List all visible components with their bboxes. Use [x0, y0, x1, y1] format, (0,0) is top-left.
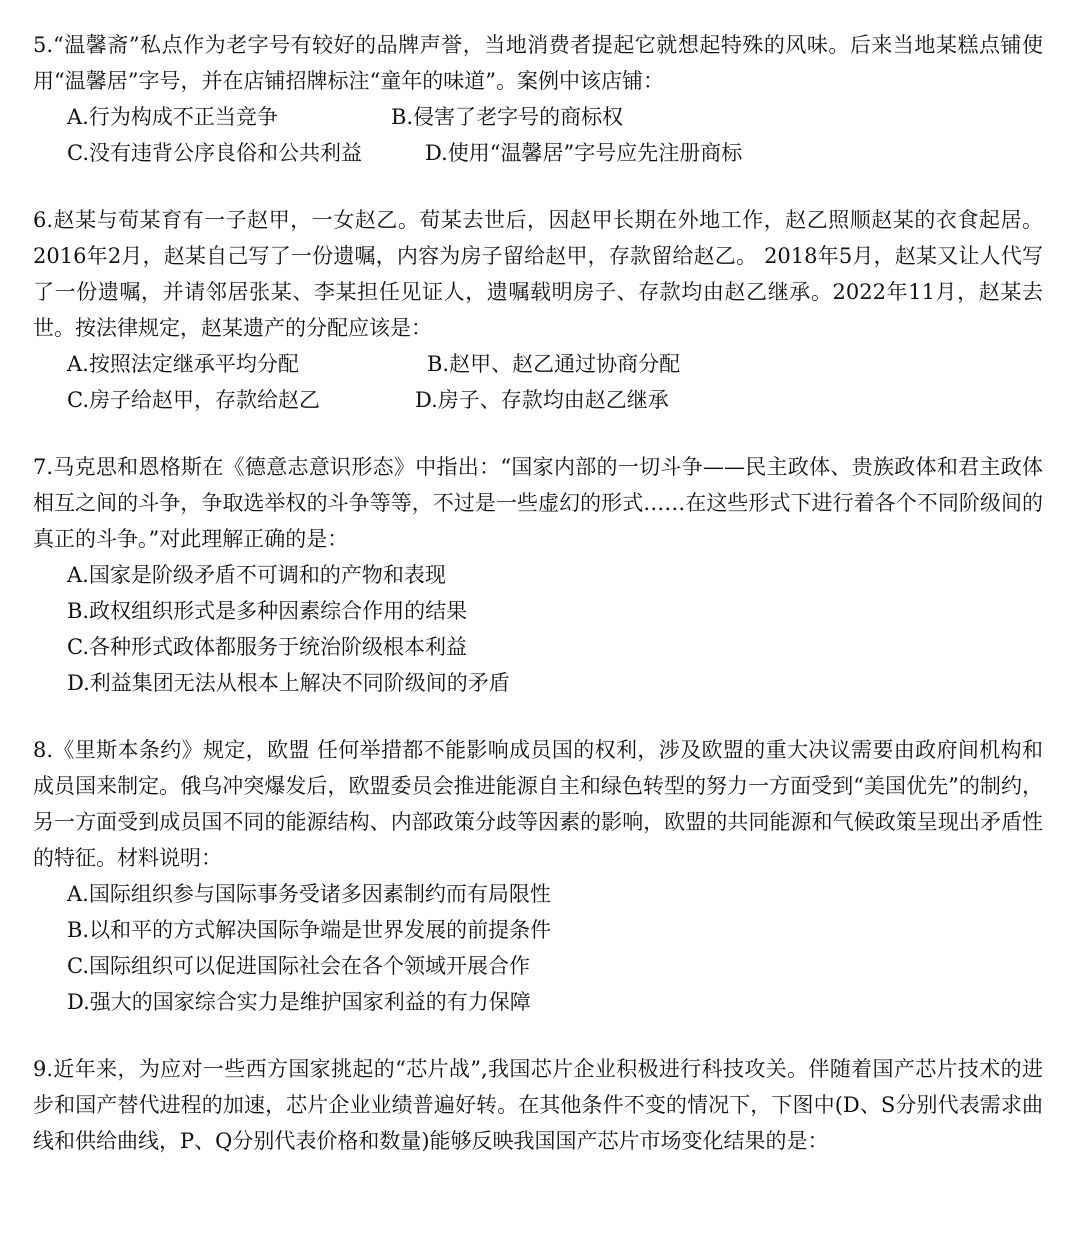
question-stem: 8.《里斯本条约》规定，欧盟 任何举措都不能影响成员国的权利，涉及欧盟的重大决议需要由政府间机构和成员国来制定。俄乌冲突爆发后，欧盟委员会推进能源自主和绿色转型的努力一方面受到“美国优先”的制约，另一方面受到成员国不同的能源结构、内部政策分歧等因素的影响，欧盟的共同能源和气候政策呈现出矛盾性的特征。材料说明： [33, 738, 1043, 870]
question-5 [33, 27, 1043, 171]
option-a[interactable]: A.国家是阶级矛盾不可调和的产物和表现 [67, 563, 446, 587]
option-b[interactable]: B.侵害了老字号的商标权 [391, 105, 624, 129]
option-c[interactable]: C.房子给赵甲，存款给赵乙 [67, 388, 320, 412]
question-stem: 9.近年来，为应对一些西方国家挑起的“芯片战”,我国芯片企业积极进行科技攻关。伴随着国产芯片技术的进步和国产替代进程的加速，芯片企业业绩普遍好转。在其他条件不变的情况下，下图中(D、S分别代表需求曲线和供给曲线，P、Q分别代表价格和数量)能够反映我国国产芯片市场变化结果的是： [33, 1057, 1043, 1153]
option-b[interactable]: B.以和平的方式解决国际争端是世界发展的前提条件 [67, 918, 552, 942]
option-b[interactable]: B.赵甲、赵乙通过协商分配 [427, 352, 681, 376]
question-7 [33, 449, 1043, 701]
question-6 [33, 202, 1043, 418]
option-c[interactable]: C.各种形式政体都服务于统治阶级根本利益 [67, 635, 467, 659]
option-a[interactable]: A.行为构成不正当竞争 [67, 105, 278, 129]
question-stem: 6.赵某与荀某育有一子赵甲，一女赵乙。荀某去世后，因赵甲长期在外地工作，赵乙照顺赵某的衣食起居。2016年2月，赵某自己写了一份遗嘱，内容为房子留给赵甲，存款留给赵乙。 2018年5月，赵某又让人代写了一份遗嘱，并请邻居张某、李某担任见证人，遗嘱载明房子、存款均由赵乙继承。2022年11月，赵某去世。按法律规定，赵某遗产的分配应该是： [33, 208, 1043, 340]
option-c[interactable]: C.没有违背公序良俗和公共利益 [67, 141, 362, 165]
option-d[interactable]: D.利益集团无法从根本上解决不同阶级间的矛盾 [67, 671, 510, 695]
option-a[interactable]: A.国际组织参与国际事务受诸多因素制约而有局限性 [67, 882, 551, 906]
option-row [33, 346, 1043, 382]
question-stem: 5.“温馨斋”私点作为老字号有较好的品牌声誉，当地消费者提起它就想起特殊的风味。后来当地某糕点铺使用“温馨居”字号，并在店铺招牌标注“童年的味道”。案例中该店铺： [33, 33, 1043, 93]
exam-page [33, 27, 1043, 1190]
question-9 [33, 1051, 1043, 1159]
question-8 [33, 732, 1043, 1020]
option-d[interactable]: D.强大的国家综合实力是维护国家利益的有力保障 [67, 990, 531, 1014]
option-row [33, 99, 1043, 135]
option-row [33, 382, 1043, 418]
option-b[interactable]: B.政权组织形式是多种因素综合作用的结果 [67, 599, 468, 623]
option-row [33, 135, 1043, 171]
option-d[interactable]: D.房子、存款均由赵乙继承 [415, 388, 669, 412]
option-d[interactable]: D.使用“温馨居”字号应先注册商标 [425, 141, 743, 165]
option-a[interactable]: A.按照法定继承平均分配 [67, 352, 299, 376]
option-c[interactable]: C.国际组织可以促进国际社会在各个领域开展合作 [67, 954, 530, 978]
question-stem: 7.马克思和恩格斯在《德意志意识形态》中指出：“国家内部的一切斗争——民主政体、贵族政体和君主政体相互之间的斗争，争取选举权的斗争等等，不过是一些虚幻的形式……在这些形式下进行着各个不同阶级间的真正的斗争。”对此理解正确的是： [33, 455, 1043, 551]
